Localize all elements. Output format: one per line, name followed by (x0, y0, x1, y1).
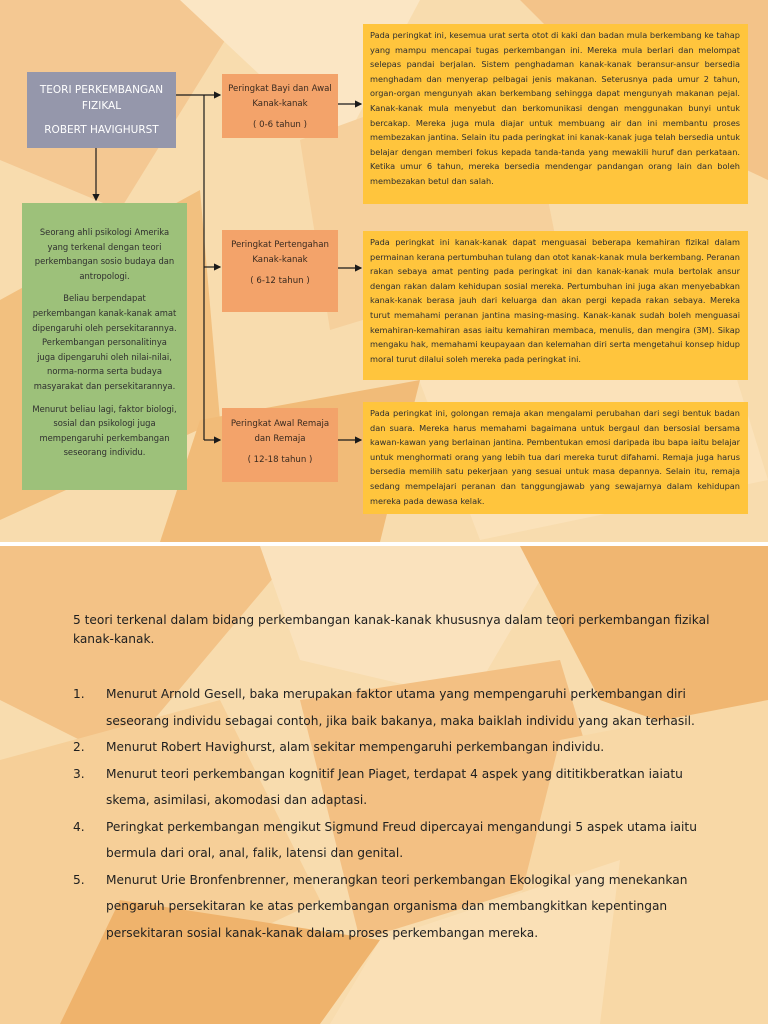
list-text: Menurut Robert Havighurst, alam sekitar mempengaruhi perkembangan individu. (106, 740, 605, 754)
stage-label: Peringkat Awal Remaja dan Remaja (230, 419, 330, 444)
stage-label: Peringkat Pertengahan Kanak-kanak (231, 240, 329, 265)
title-line-2: FIZIKAL (81, 100, 122, 112)
title-line-1: TEORI PERKEMBANGAN (39, 84, 164, 96)
list-text: Menurut teori perkembangan kognitif Jean Piaget, terdapat 4 aspek yang dititikberatkan iaiatu skema, asimilasi, akomodasi dan adaptasi. (106, 766, 683, 807)
list-number: 1. (73, 687, 85, 701)
list-item (73, 734, 713, 761)
stage-box-middle-childhood (222, 230, 338, 312)
stage-box-infant (222, 74, 338, 138)
list-number: 2. (73, 740, 85, 754)
description-paragraph: Beliau berpendapat perkembangan kanak-kanak amat dipengaruhi oleh persekitarannya. Perkembangan personalitinya juga dipengaruhi oleh nilai-nilai, norma-norma serta budaya masyarakat dan persekitarannya. (32, 293, 177, 391)
list-item (73, 867, 713, 947)
description-paragraph: Menurut beliau lagi, faktor biologi, sosial dan psikologi juga mempengaruhi perkembangan seseorang individu. (32, 403, 177, 458)
stage-box-adolescence (222, 408, 338, 482)
stage-age-range: ( 6-12 tahun ) (250, 276, 310, 286)
list-item (73, 681, 713, 734)
stage-label: Peringkat Bayi dan Awal Kanak-kanak (228, 84, 332, 109)
slide-divider (0, 542, 768, 546)
info-box-middle-childhood: Pada peringkat ini kanak-kanak dapat menguasai beberapa kemahiran fizikal dalam permainan kerana pertumbuhan tulang dan otot kanak-kanak mula berkembang. Peranan rakan sebaya amat penting pada peringkat ini dan kanak-kanak mula bertolak ansur dengan rakan dalam kehidupan sosial mereka. Pertumbuhan ini juga akan menyebabkan kanak-kanak berasa jauh dari keluarga dan akan pergi kepada rakan sebaya. Mereka turut memahami peranan jantina masing-masing. Kanak-kanak sudah boleh menguasai kemahiran-kemahiran asas iaitu kemahiran membaca, menulis, dan mengira (3M). Sikap mengaku hak, memahami keupayaan dan kelemahan diri serta mengetahui konsep hidup moral turut dilalui soleh mereka pada peringkat ini. (363, 231, 748, 380)
list-item (73, 814, 713, 867)
stage-age-range: ( 12-18 tahun ) (247, 455, 313, 465)
info-box-infant: Pada peringkat ini, kesemua urat serta otot di kaki dan badan mula berkembang ke tahap yang mampu mencapai tugas perkembangan ini. Mereka mula berlari dan melompat selepas pandai berjalan. Sistem penghadaman kanak-kanak beransur-ansur bersedia menghadam dan menyerap pelbagai jenis makanan. Seterusnya pada umur 2 tahun, organ-organ mengunyah akan berkembang sehingga dapat mengunyah makanan pejal. Kanak-kanak mula menyebut dan berkomunikasi dengan menggunakan bunyi untuk bercakap. Mereka juga mula diajar untuk membuang air dan ini membantu proses membezakan jantina. Selain itu pada peringkat ini kanak-kanak juga telah bersedia untuk belajar dengan memberi fokus kepada tanda-tanda yang mewakili huruf dan perkataan. Ketika umur 6 tahun, mereka bersedia mendengar pandangan orang lain dan boleh membezakan betul dan salah. (363, 24, 748, 204)
title-author: ROBERT HAVIGHURST (44, 124, 159, 136)
list-text: Menurut Urie Bronfenbrenner, menerangkan teori perkembangan Ekologikal yang menekankan pengaruh persekitaran ke atas perkembangan organisma dan membangkitkan kepentingan persekitaran sosial kanak-kanak dalam proses perkembangan mereka. (106, 872, 688, 940)
list-text: Peringkat perkembangan mengikut Sigmund Freud dipercayai mengandungi 5 aspek utama iaitu bermula dari oral, anal, falik, latensi dan genital. (106, 819, 697, 860)
title-box (27, 72, 176, 148)
description-box (22, 203, 187, 490)
list-item (73, 761, 713, 814)
description-paragraph: Seorang ahli psikologi Amerika yang terkenal dengan teori perkembangan sosio budaya dan antropologi. (34, 227, 175, 281)
list-text: Menurut Arnold Gesell, baka merupakan faktor utama yang mempengaruhi perkembangan diri seseorang individu sebagai contoh, jika baik bakanya, maka baiklah individu yang akan terhasil. (106, 687, 695, 728)
list-number: 3. (73, 766, 85, 781)
theories-intro: 5 teori terkenal dalam bidang perkembangan kanak-kanak khususnya dalam teori perkembangan fizikal kanak-kanak. (73, 613, 710, 646)
theories-list (73, 681, 713, 946)
stage-age-range: ( 0-6 tahun ) (253, 120, 307, 130)
list-number: 4. (73, 819, 85, 834)
list-number: 5. (73, 872, 85, 887)
info-box-adolescence: Pada peringkat ini, golongan remaja akan mengalami perubahan dari segi bentuk badan dan suara. Mereka harus memahami bagaimana untuk bergaul dan bersosial bersama kawan-kawan yang berlainan jantina. Pembentukan emosi daripada ibu bapa iaitu belajar untuk menghormati orang yang lebih tua dari mereka turut difahami. Remaja juga harus bersedia memilih satu pekerjaan yang sesuai untuk masa depannya. Selain itu, remaja sedang mempelajari peranan dan tanggungjawab yang sewajarnya dalam kehidupan mereka pada dewasa kelak. (363, 402, 748, 514)
